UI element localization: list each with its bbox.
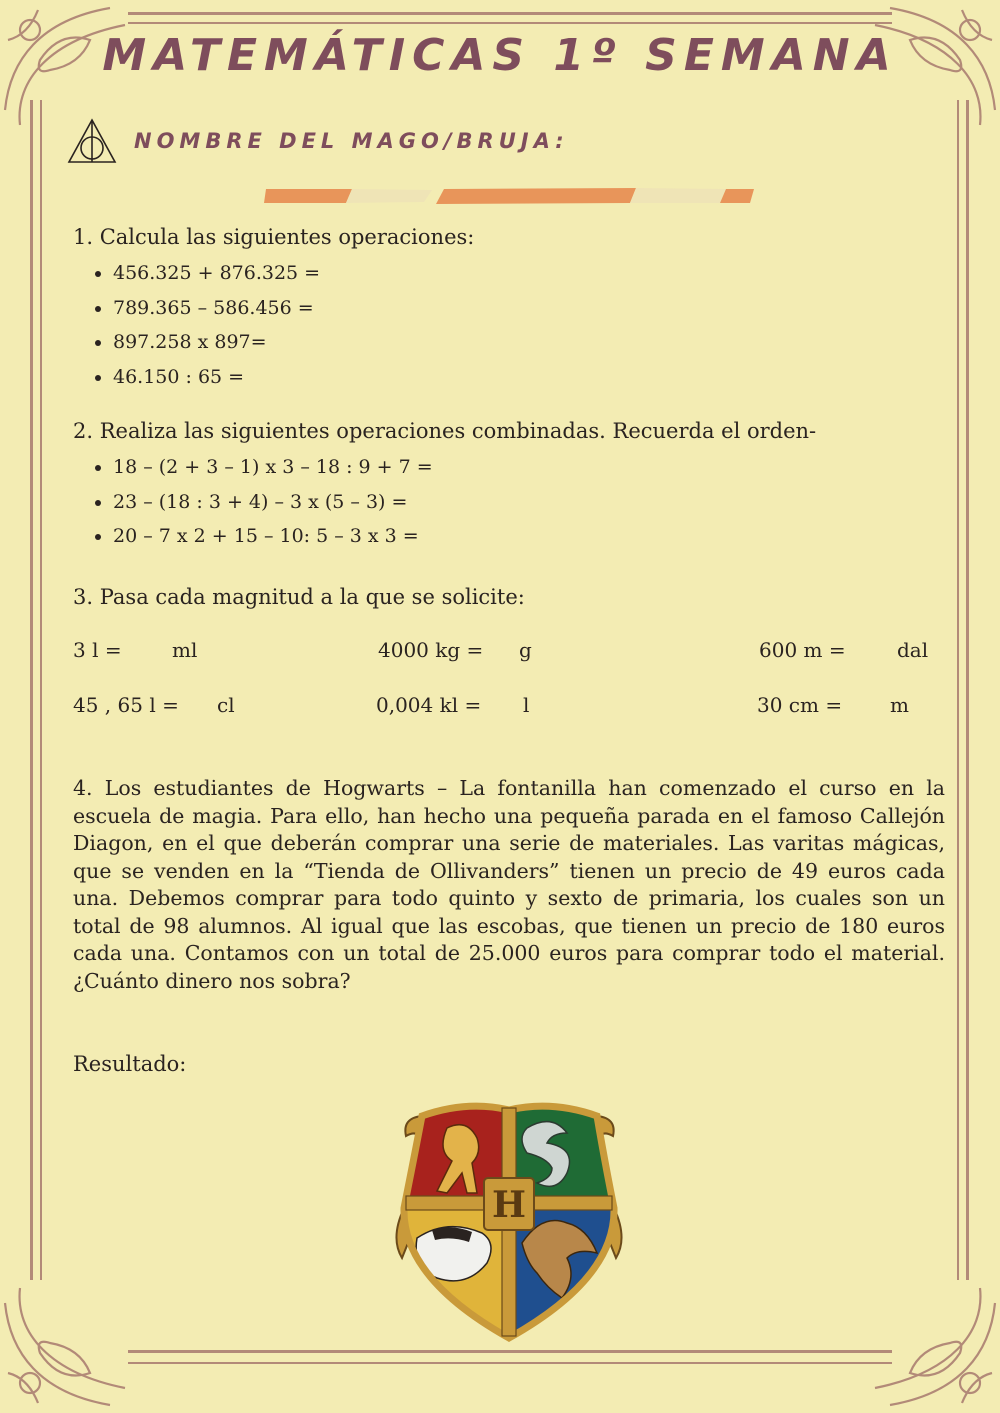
conversion-value: 4000 kg = — [378, 638, 484, 662]
conversion-unit: dal — [897, 638, 929, 662]
list-item: • 456.325 + 876.325 = — [113, 256, 944, 291]
conversion-unit: l — [523, 693, 530, 717]
conversion-value: 45 , 65 l = — [73, 693, 179, 717]
frame-top-line-1 — [128, 12, 892, 15]
question-2 — [73, 416, 944, 554]
list-item: • 46.150 : 65 = — [113, 360, 944, 395]
question-3-heading: 3. Pasa cada magnitud a la que se solicite: — [73, 585, 525, 609]
list-item: • 18 – (2 + 3 – 1) x 3 – 18 : 9 + 7 = — [113, 450, 944, 485]
frame-right-line-2 — [957, 100, 959, 1280]
question-2-heading: 2. Realiza las siguientes operaciones combinadas. Recuerda el orden- — [73, 419, 817, 443]
question-3 — [73, 582, 944, 612]
corner-ornament-bottom-right — [870, 1283, 1000, 1413]
conversion-unit: m — [890, 693, 909, 717]
conversion-value: 30 cm = — [757, 693, 843, 717]
result-label: Resultado: — [73, 1052, 187, 1076]
conversion-unit: ml — [172, 638, 198, 662]
frame-bottom-line-1 — [128, 1350, 892, 1353]
question-1 — [73, 222, 944, 394]
hogwarts-crest — [392, 1088, 627, 1343]
corner-ornament-bottom-left — [0, 1283, 130, 1413]
crest-letter: H — [491, 1184, 527, 1226]
question-2-list — [73, 450, 944, 554]
conversion-unit: g — [519, 638, 532, 662]
frame-right-line-1 — [966, 100, 969, 1280]
list-item: • 897.258 x 897= — [113, 325, 944, 360]
page-title: MATEMÁTICAS 1º SEMANA — [102, 30, 898, 81]
name-row — [66, 116, 569, 166]
question-1-heading: 1. Calcula las siguientes operaciones: — [73, 225, 475, 249]
conversion-value: 0,004 kl = — [376, 693, 482, 717]
deathly-hallows-icon — [66, 117, 118, 165]
frame-top-line-2 — [128, 22, 892, 24]
conversion-row-2 — [73, 693, 953, 723]
list-item: • 23 – (18 : 3 + 4) – 3 x (5 – 3) = — [113, 485, 944, 520]
conversion-value: 3 l = — [73, 638, 122, 662]
brush-divider — [264, 186, 754, 206]
name-label: NOMBRE DEL MAGO/BRUJA: — [134, 129, 569, 153]
frame-bottom-line-2 — [128, 1362, 892, 1364]
question-4-text: 4. Los estudiantes de Hogwarts – La fontanilla han comenzado el curso en la escuela de magia. Para ello, han hecho una pequeña parada en el famoso Callejón Diagon, en el que deberán comprar una serie de materiales. Las varitas mágicas, que se venden en la “Tienda de Ollivanders” tienen un precio de 49 euros cada una. Debemos comprar para todo quinto y sexto de primaria, los cuales son un total de 98 alumnos. Al igual que las escobas, que tienen un precio de 180 euros cada una. Contamos con un total de 25.000 euros para comprar todo el material. ¿Cuánto dinero nos sobra? — [73, 776, 945, 993]
frame-left-line-2 — [40, 100, 42, 1280]
list-item: • 20 – 7 x 2 + 15 – 10: 5 – 3 x 3 = — [113, 519, 944, 554]
conversion-unit: cl — [217, 693, 235, 717]
conversion-value: 600 m = — [759, 638, 846, 662]
question-1-list — [73, 256, 944, 394]
frame-left-line-1 — [30, 100, 33, 1280]
conversion-row-1 — [73, 638, 953, 668]
list-item: • 789.365 – 586.456 = — [113, 291, 944, 326]
